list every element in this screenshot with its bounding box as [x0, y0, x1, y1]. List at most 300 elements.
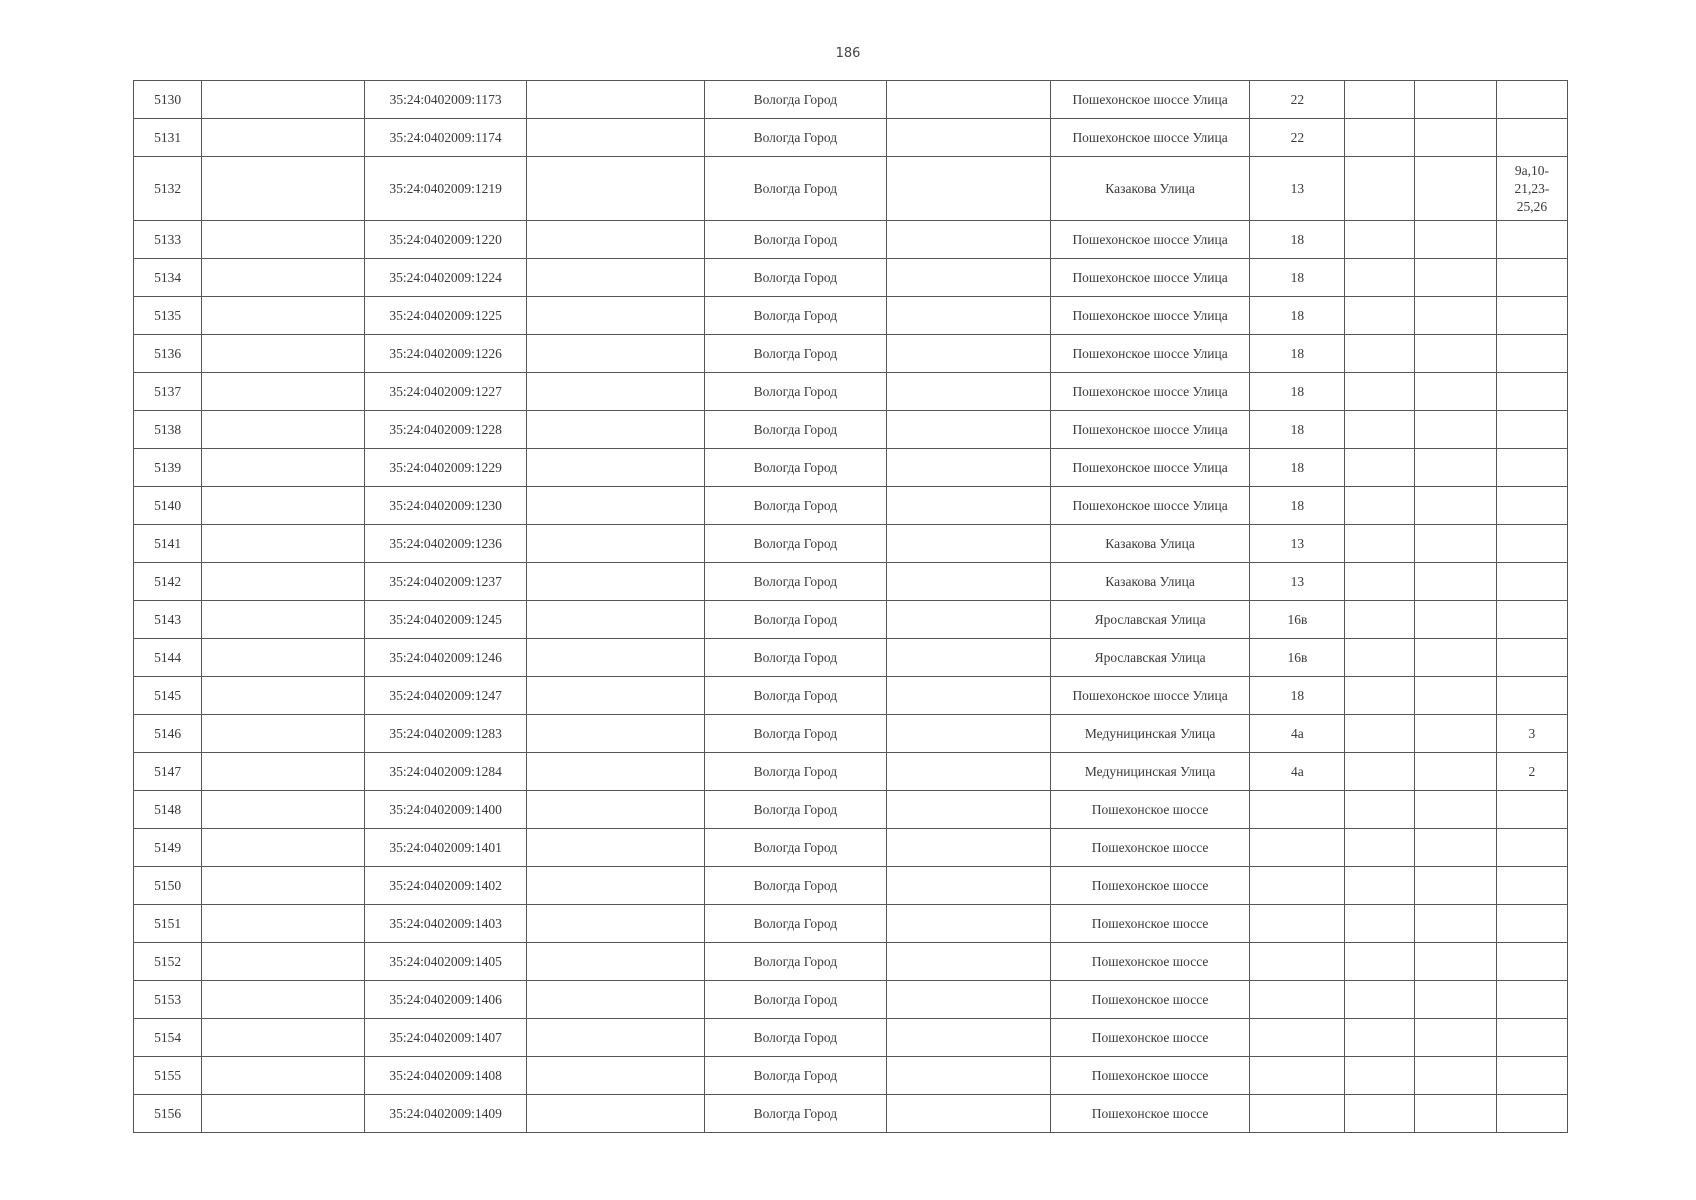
locality-cell: Вологда Город	[705, 829, 886, 867]
apartment-cell	[1496, 943, 1567, 981]
empty-cell	[202, 487, 365, 525]
apartment-cell	[1496, 449, 1567, 487]
table-row	[134, 449, 1568, 487]
empty-cell	[1414, 449, 1496, 487]
street-cell: Медуницинская Улица	[1050, 753, 1249, 791]
empty-cell	[526, 221, 704, 259]
empty-cell	[1414, 639, 1496, 677]
house-number-cell: 4а	[1250, 715, 1345, 753]
street-cell: Пошехонское шоссе	[1050, 867, 1249, 905]
street-cell: Пошехонское шоссе	[1050, 943, 1249, 981]
locality-cell: Вологда Город	[705, 297, 886, 335]
cadastral-number-cell: 35:24:0402009:1284	[365, 753, 526, 791]
row-number-cell: 5147	[134, 753, 202, 791]
apartment-cell	[1496, 487, 1567, 525]
empty-cell	[1414, 297, 1496, 335]
table-row	[134, 259, 1568, 297]
row-number-cell: 5150	[134, 867, 202, 905]
street-cell: Казакова Улица	[1050, 563, 1249, 601]
apartment-cell	[1496, 867, 1567, 905]
table-row	[134, 81, 1568, 119]
row-number-cell: 5155	[134, 1057, 202, 1095]
empty-cell	[886, 335, 1050, 373]
cadastral-number-cell: 35:24:0402009:1228	[365, 411, 526, 449]
empty-cell	[1345, 487, 1414, 525]
locality-cell: Вологда Город	[705, 905, 886, 943]
street-cell: Казакова Улица	[1050, 157, 1249, 221]
empty-cell	[202, 791, 365, 829]
empty-cell	[1414, 335, 1496, 373]
locality-cell: Вологда Город	[705, 157, 886, 221]
locality-cell: Вологда Город	[705, 487, 886, 525]
empty-cell	[202, 753, 365, 791]
empty-cell	[202, 981, 365, 1019]
street-cell: Казакова Улица	[1050, 525, 1249, 563]
house-number-cell	[1250, 905, 1345, 943]
row-number-cell: 5143	[134, 601, 202, 639]
row-number-cell: 5133	[134, 221, 202, 259]
house-number-cell: 22	[1250, 119, 1345, 157]
row-number-cell: 5145	[134, 677, 202, 715]
empty-cell	[526, 411, 704, 449]
empty-cell	[526, 639, 704, 677]
house-number-cell: 18	[1250, 487, 1345, 525]
empty-cell	[202, 1057, 365, 1095]
empty-cell	[886, 1019, 1050, 1057]
apartment-cell	[1496, 335, 1567, 373]
apartment-cell	[1496, 1095, 1567, 1133]
empty-cell	[202, 563, 365, 601]
cadastral-number-cell: 35:24:0402009:1173	[365, 81, 526, 119]
empty-cell	[1345, 867, 1414, 905]
table-row	[134, 525, 1568, 563]
street-cell: Пошехонское шоссе Улица	[1050, 297, 1249, 335]
empty-cell	[1414, 867, 1496, 905]
table-row	[134, 753, 1568, 791]
row-number-cell: 5139	[134, 449, 202, 487]
apartment-cell	[1496, 411, 1567, 449]
apartment-cell	[1496, 373, 1567, 411]
apartment-cell: 2	[1496, 753, 1567, 791]
apartment-cell	[1496, 1019, 1567, 1057]
empty-cell	[202, 943, 365, 981]
empty-cell	[1345, 373, 1414, 411]
apartment-cell	[1496, 981, 1567, 1019]
street-cell: Медуницинская Улица	[1050, 715, 1249, 753]
house-number-cell: 18	[1250, 221, 1345, 259]
empty-cell	[1414, 563, 1496, 601]
empty-cell	[886, 411, 1050, 449]
empty-cell	[202, 449, 365, 487]
locality-cell: Вологда Город	[705, 119, 886, 157]
house-number-cell: 18	[1250, 259, 1345, 297]
cadastral-number-cell: 35:24:0402009:1409	[365, 1095, 526, 1133]
cadastral-number-cell: 35:24:0402009:1227	[365, 373, 526, 411]
house-number-cell	[1250, 981, 1345, 1019]
empty-cell	[886, 221, 1050, 259]
locality-cell: Вологда Город	[705, 525, 886, 563]
empty-cell	[202, 1019, 365, 1057]
table-row	[134, 1057, 1568, 1095]
cadastral-number-cell: 35:24:0402009:1401	[365, 829, 526, 867]
street-cell: Ярославская Улица	[1050, 639, 1249, 677]
row-number-cell: 5135	[134, 297, 202, 335]
locality-cell: Вологда Город	[705, 677, 886, 715]
house-number-cell: 16в	[1250, 639, 1345, 677]
street-cell: Пошехонское шоссе Улица	[1050, 259, 1249, 297]
table-row	[134, 157, 1568, 221]
street-cell: Пошехонское шоссе Улица	[1050, 411, 1249, 449]
locality-cell: Вологда Город	[705, 335, 886, 373]
empty-cell	[886, 829, 1050, 867]
table-row	[134, 601, 1568, 639]
locality-cell: Вологда Город	[705, 411, 886, 449]
empty-cell	[526, 753, 704, 791]
table-row	[134, 829, 1568, 867]
street-cell: Пошехонское шоссе Улица	[1050, 335, 1249, 373]
empty-cell	[1345, 411, 1414, 449]
empty-cell	[526, 829, 704, 867]
cadastral-number-cell: 35:24:0402009:1245	[365, 601, 526, 639]
empty-cell	[202, 715, 365, 753]
locality-cell: Вологда Город	[705, 981, 886, 1019]
empty-cell	[526, 259, 704, 297]
empty-cell	[1345, 715, 1414, 753]
locality-cell: Вологда Город	[705, 867, 886, 905]
street-cell: Пошехонское шоссе	[1050, 1057, 1249, 1095]
empty-cell	[526, 601, 704, 639]
empty-cell	[1414, 601, 1496, 639]
empty-cell	[526, 867, 704, 905]
empty-cell	[1414, 411, 1496, 449]
apartment-cell	[1496, 601, 1567, 639]
cadastral-number-cell: 35:24:0402009:1246	[365, 639, 526, 677]
empty-cell	[202, 601, 365, 639]
empty-cell	[526, 119, 704, 157]
empty-cell	[886, 905, 1050, 943]
cadastral-number-cell: 35:24:0402009:1403	[365, 905, 526, 943]
locality-cell: Вологда Город	[705, 259, 886, 297]
house-number-cell	[1250, 867, 1345, 905]
apartment-cell	[1496, 677, 1567, 715]
locality-cell: Вологда Город	[705, 601, 886, 639]
empty-cell	[1345, 753, 1414, 791]
empty-cell	[886, 791, 1050, 829]
empty-cell	[526, 791, 704, 829]
house-number-cell: 22	[1250, 81, 1345, 119]
table-row	[134, 677, 1568, 715]
street-cell: Пошехонское шоссе Улица	[1050, 119, 1249, 157]
empty-cell	[526, 157, 704, 221]
empty-cell	[886, 1095, 1050, 1133]
page-number: 186	[835, 46, 861, 61]
empty-cell	[202, 157, 365, 221]
empty-cell	[1414, 119, 1496, 157]
row-number-cell: 5148	[134, 791, 202, 829]
empty-cell	[1414, 791, 1496, 829]
row-number-cell: 5137	[134, 373, 202, 411]
empty-cell	[886, 715, 1050, 753]
empty-cell	[1414, 943, 1496, 981]
empty-cell	[886, 677, 1050, 715]
row-number-cell: 5144	[134, 639, 202, 677]
cadastral-number-cell: 35:24:0402009:1402	[365, 867, 526, 905]
row-number-cell: 5149	[134, 829, 202, 867]
locality-cell: Вологда Город	[705, 943, 886, 981]
apartment-cell	[1496, 259, 1567, 297]
registry-table-body	[134, 81, 1568, 1133]
apartment-cell	[1496, 221, 1567, 259]
apartment-cell	[1496, 905, 1567, 943]
empty-cell	[526, 487, 704, 525]
empty-cell	[526, 373, 704, 411]
table-row	[134, 335, 1568, 373]
table-row	[134, 715, 1568, 753]
empty-cell	[886, 449, 1050, 487]
apartment-cell	[1496, 639, 1567, 677]
house-number-cell	[1250, 791, 1345, 829]
cadastral-number-cell: 35:24:0402009:1174	[365, 119, 526, 157]
house-number-cell	[1250, 1019, 1345, 1057]
empty-cell	[1414, 487, 1496, 525]
table-row	[134, 119, 1568, 157]
empty-cell	[1345, 791, 1414, 829]
cadastral-number-cell: 35:24:0402009:1236	[365, 525, 526, 563]
street-cell: Пошехонское шоссе	[1050, 981, 1249, 1019]
cadastral-number-cell: 35:24:0402009:1406	[365, 981, 526, 1019]
empty-cell	[526, 715, 704, 753]
cadastral-number-cell: 35:24:0402009:1283	[365, 715, 526, 753]
cadastral-number-cell: 35:24:0402009:1408	[365, 1057, 526, 1095]
table-row	[134, 639, 1568, 677]
street-cell: Пошехонское шоссе Улица	[1050, 221, 1249, 259]
house-number-cell: 13	[1250, 157, 1345, 221]
table-row	[134, 1095, 1568, 1133]
house-number-cell	[1250, 943, 1345, 981]
house-number-cell: 16в	[1250, 601, 1345, 639]
table-row	[134, 943, 1568, 981]
row-number-cell: 5142	[134, 563, 202, 601]
row-number-cell: 5134	[134, 259, 202, 297]
cadastral-number-cell: 35:24:0402009:1405	[365, 943, 526, 981]
apartment-cell	[1496, 829, 1567, 867]
empty-cell	[1345, 981, 1414, 1019]
cadastral-number-cell: 35:24:0402009:1237	[365, 563, 526, 601]
street-cell: Пошехонское шоссе	[1050, 905, 1249, 943]
empty-cell	[1345, 943, 1414, 981]
row-number-cell: 5138	[134, 411, 202, 449]
row-number-cell: 5141	[134, 525, 202, 563]
empty-cell	[1345, 829, 1414, 867]
empty-cell	[1345, 677, 1414, 715]
house-number-cell: 18	[1250, 335, 1345, 373]
empty-cell	[1414, 829, 1496, 867]
empty-cell	[1345, 335, 1414, 373]
cadastral-number-cell: 35:24:0402009:1247	[365, 677, 526, 715]
cadastral-number-cell: 35:24:0402009:1220	[365, 221, 526, 259]
row-number-cell: 5151	[134, 905, 202, 943]
empty-cell	[526, 1057, 704, 1095]
empty-cell	[1414, 1019, 1496, 1057]
apartment-cell: 9а,10-21,23-25,26	[1496, 157, 1567, 221]
empty-cell	[202, 905, 365, 943]
locality-cell: Вологда Город	[705, 81, 886, 119]
table-row	[134, 905, 1568, 943]
table-row	[134, 1019, 1568, 1057]
row-number-cell: 5152	[134, 943, 202, 981]
house-number-cell: 13	[1250, 563, 1345, 601]
row-number-cell: 5130	[134, 81, 202, 119]
empty-cell	[526, 297, 704, 335]
empty-cell	[1414, 373, 1496, 411]
empty-cell	[526, 335, 704, 373]
empty-cell	[886, 259, 1050, 297]
empty-cell	[1345, 905, 1414, 943]
row-number-cell: 5154	[134, 1019, 202, 1057]
empty-cell	[886, 943, 1050, 981]
table-row	[134, 563, 1568, 601]
empty-cell	[1414, 1057, 1496, 1095]
empty-cell	[202, 829, 365, 867]
street-cell: Пошехонское шоссе	[1050, 1095, 1249, 1133]
empty-cell	[1414, 221, 1496, 259]
row-number-cell: 5132	[134, 157, 202, 221]
apartment-cell	[1496, 525, 1567, 563]
locality-cell: Вологда Город	[705, 221, 886, 259]
empty-cell	[886, 525, 1050, 563]
empty-cell	[886, 601, 1050, 639]
empty-cell	[202, 525, 365, 563]
table-row	[134, 981, 1568, 1019]
house-number-cell: 18	[1250, 297, 1345, 335]
empty-cell	[886, 981, 1050, 1019]
empty-cell	[886, 1057, 1050, 1095]
empty-cell	[1414, 525, 1496, 563]
empty-cell	[1345, 81, 1414, 119]
empty-cell	[526, 943, 704, 981]
registry-table	[133, 80, 1568, 1133]
empty-cell	[202, 411, 365, 449]
empty-cell	[1345, 525, 1414, 563]
empty-cell	[526, 677, 704, 715]
empty-cell	[526, 981, 704, 1019]
cadastral-number-cell: 35:24:0402009:1225	[365, 297, 526, 335]
cadastral-number-cell: 35:24:0402009:1229	[365, 449, 526, 487]
street-cell: Пошехонское шоссе Улица	[1050, 487, 1249, 525]
empty-cell	[202, 297, 365, 335]
house-number-cell: 18	[1250, 677, 1345, 715]
table-row	[134, 791, 1568, 829]
empty-cell	[1345, 1019, 1414, 1057]
apartment-cell	[1496, 563, 1567, 601]
empty-cell	[202, 867, 365, 905]
empty-cell	[1345, 563, 1414, 601]
row-number-cell: 5153	[134, 981, 202, 1019]
apartment-cell	[1496, 297, 1567, 335]
locality-cell: Вологда Город	[705, 449, 886, 487]
empty-cell	[1414, 81, 1496, 119]
house-number-cell	[1250, 1057, 1345, 1095]
row-number-cell: 5131	[134, 119, 202, 157]
empty-cell	[886, 867, 1050, 905]
empty-cell	[526, 1095, 704, 1133]
empty-cell	[886, 297, 1050, 335]
street-cell: Пошехонское шоссе Улица	[1050, 373, 1249, 411]
empty-cell	[1345, 221, 1414, 259]
locality-cell: Вологда Город	[705, 1057, 886, 1095]
empty-cell	[886, 119, 1050, 157]
empty-cell	[1345, 297, 1414, 335]
empty-cell	[202, 259, 365, 297]
empty-cell	[202, 81, 365, 119]
cadastral-number-cell: 35:24:0402009:1407	[365, 1019, 526, 1057]
empty-cell	[1414, 259, 1496, 297]
empty-cell	[526, 563, 704, 601]
locality-cell: Вологда Город	[705, 753, 886, 791]
street-cell: Ярославская Улица	[1050, 601, 1249, 639]
street-cell: Пошехонское шоссе Улица	[1050, 449, 1249, 487]
street-cell: Пошехонское шоссе Улица	[1050, 677, 1249, 715]
empty-cell	[526, 905, 704, 943]
empty-cell	[886, 563, 1050, 601]
empty-cell	[886, 373, 1050, 411]
locality-cell: Вологда Город	[705, 563, 886, 601]
street-cell: Пошехонское шоссе	[1050, 829, 1249, 867]
cadastral-number-cell: 35:24:0402009:1224	[365, 259, 526, 297]
empty-cell	[886, 487, 1050, 525]
empty-cell	[1345, 601, 1414, 639]
house-number-cell: 13	[1250, 525, 1345, 563]
house-number-cell	[1250, 829, 1345, 867]
locality-cell: Вологда Город	[705, 639, 886, 677]
empty-cell	[1414, 677, 1496, 715]
table-row	[134, 373, 1568, 411]
cadastral-number-cell: 35:24:0402009:1219	[365, 157, 526, 221]
street-cell: Пошехонское шоссе Улица	[1050, 81, 1249, 119]
empty-cell	[202, 221, 365, 259]
empty-cell	[526, 525, 704, 563]
empty-cell	[886, 157, 1050, 221]
table-row	[134, 411, 1568, 449]
empty-cell	[886, 81, 1050, 119]
locality-cell: Вологда Город	[705, 1019, 886, 1057]
apartment-cell	[1496, 81, 1567, 119]
empty-cell	[526, 81, 704, 119]
house-number-cell: 18	[1250, 411, 1345, 449]
locality-cell: Вологда Город	[705, 1095, 886, 1133]
empty-cell	[1345, 157, 1414, 221]
empty-cell	[202, 119, 365, 157]
table-row	[134, 867, 1568, 905]
table-row	[134, 487, 1568, 525]
street-cell: Пошехонское шоссе	[1050, 791, 1249, 829]
street-cell: Пошехонское шоссе	[1050, 1019, 1249, 1057]
empty-cell	[1414, 905, 1496, 943]
house-number-cell: 18	[1250, 449, 1345, 487]
empty-cell	[1345, 1057, 1414, 1095]
apartment-cell	[1496, 791, 1567, 829]
table-row	[134, 221, 1568, 259]
empty-cell	[1345, 119, 1414, 157]
empty-cell	[1414, 1095, 1496, 1133]
empty-cell	[1345, 1095, 1414, 1133]
locality-cell: Вологда Город	[705, 791, 886, 829]
apartment-cell	[1496, 1057, 1567, 1095]
empty-cell	[1414, 157, 1496, 221]
empty-cell	[526, 1019, 704, 1057]
apartment-cell: 3	[1496, 715, 1567, 753]
table-row	[134, 297, 1568, 335]
